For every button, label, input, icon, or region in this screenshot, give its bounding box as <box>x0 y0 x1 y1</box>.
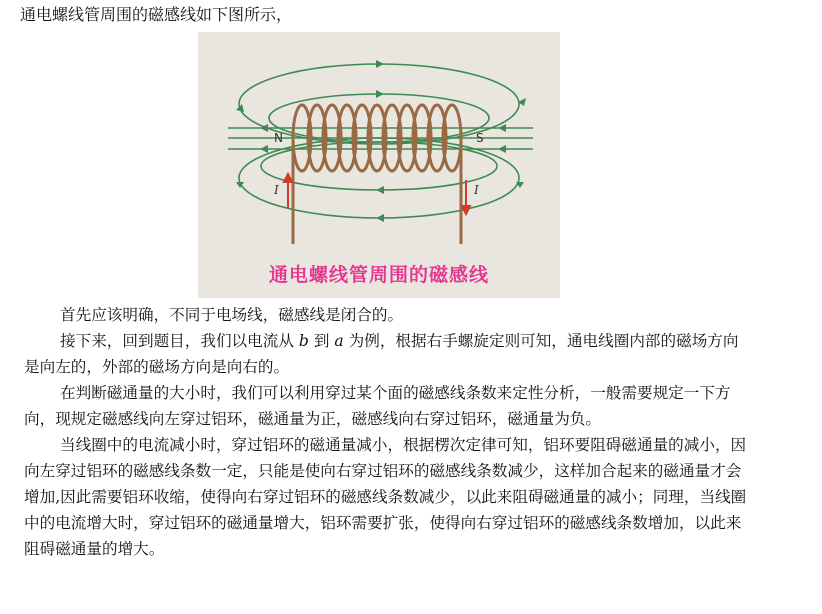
label-north: N <box>274 131 283 145</box>
label-current-right: I <box>474 183 479 197</box>
paragraph-2-part-c: 为例，根据右手螺旋定则可知，通电线圈内部的磁场方向是向左的，外部的磁场方向是向右的。 <box>24 332 739 376</box>
paragraph-2-part-a: 接下来，回到题目，我们以电流从 <box>60 332 299 350</box>
intro-sentence: 通电螺线管周围的磁感线如下图所示， <box>20 5 293 24</box>
variable-a: a <box>334 332 344 350</box>
solenoid-figure <box>198 32 560 298</box>
label-current-left: I <box>274 183 279 197</box>
lead-wires <box>293 142 461 244</box>
current-arrows <box>284 174 470 214</box>
label-south: S <box>476 131 484 145</box>
paragraph-4: 当线圈中的电流减小时，穿过铝环的磁通量减小，根据楞次定律可知，铝环要阻碍磁通量的减小，因向左穿过铝环的磁感线条数一定，只能是使向右穿过铝环的磁感线条数减少，这样加合起来的磁通量才会增加,因此需要铝环收缩，使得向右穿过铝环的磁感线条数减少，以此来阻碍磁通量的减小；同理，当线圈中的电流增大时，穿过铝环的磁通量增大，铝环需要扩张，使得向右穿过铝环的磁感线条数增加，以此来阻碍磁通量的增大。 <box>24 436 747 558</box>
paragraph-2 <box>24 328 752 380</box>
paragraph-3: 在判断磁通量的大小时，我们可以利用穿过某个面的磁感线条数来定性分析，一般需要规定一下方向，现规定磁感线向左穿过铝环，磁通量为正，磁感线向右穿过铝环，磁通量为负。 <box>24 384 731 428</box>
field-line-outer-bottom <box>239 138 519 218</box>
paragraph-1: 首先应该明确，不同于电场线，磁感线是闭合的。 <box>60 306 404 324</box>
figure-caption: 通电螺线管周围的磁感线 <box>268 264 489 286</box>
paragraph-2-part-b: 到 <box>308 332 335 350</box>
variable-b: b <box>298 332 309 350</box>
explanation-text <box>24 302 752 562</box>
solenoid-diagram <box>198 32 560 298</box>
